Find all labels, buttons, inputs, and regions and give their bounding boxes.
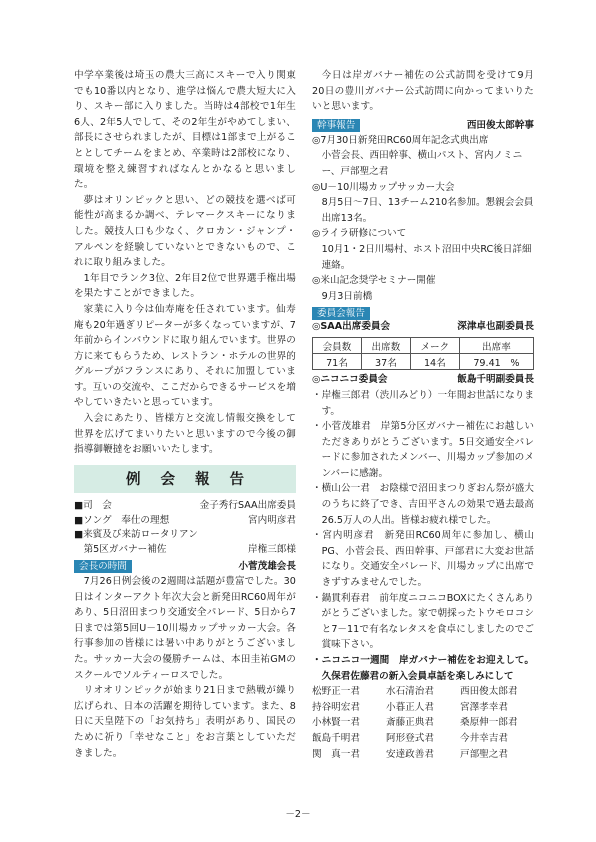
intro-paragraph-4: 家業に入り今は仙寿庵を任されています。仙寿庵も20年過ぎリピーターが多くなっていますが、7年前からインバウンドに取り組んでいます。世界の方に来てもらうため、レストラン・ホテルの世界的グループがフランスにあり、それに加盟しています。互いの交流や、ここだからできるサービスを増やしていきたいと思っています。	[74, 303, 296, 409]
member-name: 安達政善君	[386, 748, 434, 760]
nikoniko-item: ・宮内明彦君 新発田RC60周年に参加し、横山PG、小菅会長、西田幹事、戸部君に大変お世話になり。交通安全パレード、川場カップに出席できずすみませんでした。	[312, 530, 534, 589]
attendance-header-cell: 出席率	[459, 338, 533, 354]
secretary-item-detail: 10月1・2日川場村、ホスト沼田中央RC後日詳細連絡。	[321, 243, 532, 271]
committee-report-tag: 委員会報告	[312, 307, 370, 320]
attendance-value-cell: 14名	[410, 354, 459, 370]
report-label: ■司 会	[74, 499, 112, 511]
nikoniko-item: ・鍋貫利春君 前年度ニコニコBOXにたくさんありがとうございました。家で朝採ったトウモロコシと7－11で有名なレタスを食卓にしましたのでご賞味下さい。	[312, 592, 534, 651]
attendance-header-cell: 出席数	[361, 338, 410, 354]
report-value: 金子秀行SAA出席委員	[199, 499, 296, 511]
attendance-header-cell: 会員数	[313, 338, 362, 354]
right-column	[312, 68, 534, 762]
intro-paragraph-1: 中学卒業後は埼玉の農大三高にスキーで入り関東でも10番以内となり、進学は悩んで農大短大に入り、スキー部に入りました。当時は4部校で1年生6人、2年5人でして、その2年生がやめてしまい、部長にさせられましたが、目標は1部まで上がることとしてチームをまとめ、卒業時は2部校になり、環境を整え練習すればなんとかなると思いました。	[74, 70, 296, 191]
member-names-grid	[312, 684, 534, 762]
member-name: 戸部聖之君	[460, 748, 508, 760]
nikoniko-weekly-item: ・ニコニコ一週間 岸ガバナー補佐をお迎えして。久保君佐藤君の新入会員卓話を楽しみにして	[312, 655, 534, 682]
report-row	[74, 499, 296, 514]
member-name: 桑原伸一郎君	[460, 717, 518, 729]
meeting-report-banner	[74, 465, 296, 493]
report-label: 第5区ガバナー補佐	[74, 544, 167, 556]
secretary-report-tag: 幹事報告	[312, 119, 360, 132]
saa-committee-title: ◎SAA出席委員会	[312, 321, 391, 333]
nikoniko-committee-name: 飯島千明副委員長	[457, 374, 534, 386]
secretary-item-detail: 小菅会長、西田幹事、横山パスト、宮内ノミニー、戸部聖之君	[321, 150, 523, 177]
report-row	[74, 514, 296, 529]
intro-paragraph-3: 1年目でランク3位、2年目2位で世界選手権出場を果たすことができました。	[74, 272, 296, 300]
member-name: 持谷明宏君	[312, 701, 360, 713]
secretary-item-detail: 9月3日前橋	[321, 290, 373, 302]
member-name: 阿形登式君	[386, 732, 434, 744]
nikoniko-item: ・横山公一君 お陰様で沼田まつりぎおん祭が盛大のうちに終了でき、吉田平さんの効果で過去最高26.5万人の人出。皆様お疲れ様でした。	[312, 483, 534, 526]
attendance-value-cell: 79.41 %	[459, 354, 533, 370]
member-name: 飯島千明君	[312, 732, 360, 744]
report-row	[74, 543, 296, 558]
saa-committee-header	[312, 320, 534, 335]
nikoniko-committee-header	[312, 373, 534, 388]
member-name: 小林賢一君	[312, 717, 360, 729]
attendance-table	[312, 337, 534, 370]
attendance-value-cell: 37名	[361, 354, 410, 370]
attendance-header-cell: メーク	[410, 338, 459, 354]
member-name: 斎藤正典君	[386, 717, 434, 729]
president-time-tag: 会長の時間	[74, 560, 132, 573]
president-time-header	[74, 559, 296, 574]
left-column	[74, 68, 296, 761]
member-name: 西田俊太郎君	[460, 686, 518, 698]
member-name: 松野正一君	[312, 686, 360, 698]
committee-report-header	[312, 307, 534, 320]
secretary-item: ◎7月30日新発田RC60周年記念式典出席	[312, 134, 489, 146]
nikoniko-committee-title: ◎ニコニコ委員会	[312, 374, 388, 386]
report-label: ■来賓及び来訪ロータリアン	[74, 529, 198, 541]
secretary-item: ◎米山記念奨学セミナー開催	[312, 275, 436, 287]
attendance-value-row	[313, 354, 534, 370]
attendance-value-cell: 71名	[313, 354, 362, 370]
saa-committee-name: 深津卓也副委員長	[457, 321, 534, 333]
president-paragraph-3: 今日は岸ガバナー補佐の公式訪問を受けて9月20日の豊川ガバナー公式訪問に向かってまいりたいと思います。	[312, 70, 534, 113]
page-number: －2－	[285, 809, 311, 820]
president-name: 小菅茂雄会長	[238, 561, 296, 573]
report-value: 岸権三郎様	[248, 544, 296, 556]
member-name: 水石清治君	[386, 686, 434, 698]
secretary-name: 西田俊太郎幹事	[466, 119, 534, 131]
president-paragraph-2: リオオリンピックが始まり21日まで熱戦が繰り広げられ、日本の活躍を期待しています。また、8日に天皇陛下の「お気持ち」表明があり、国民のために祈り「幸せなこと」をお言葉としていただきました。	[74, 685, 296, 759]
intro-paragraph-5: 入会にあたり、皆様方と交流し情報交換をして世界を広げてまいりたいと思いますので今後の御指導御鞭撻をお願いいたします。	[74, 413, 296, 456]
secretary-item-detail: 8月5日～7日、13チーム210名参加。懇親会会員出席13名。	[321, 197, 534, 224]
meeting-report-heading: 例会報告	[126, 472, 264, 489]
secretary-report-header	[312, 118, 534, 133]
intro-paragraph-2: 夢はオリンピックと思い、どの競技を選べば可能性が高まるか調べ、テレマークスキーになりました。競技人口も少なく、クロカン・ジャンプ・アルペンを経験していないとできないもので、これに取り組みました。	[74, 194, 296, 269]
report-label: ■ソング 奉仕の理想	[74, 514, 170, 526]
report-value: 宮内明彦君	[248, 514, 296, 526]
secretary-item: ◎U－10川場カップサッカー大会	[312, 181, 455, 193]
member-name: 関 真一君	[312, 748, 360, 760]
nikoniko-item: ・岸権三郎君（渋川みどり）一年間お世話になります。	[312, 389, 534, 417]
secretary-item: ◎ライラ研修について	[312, 228, 407, 240]
member-name: 小暮正人君	[386, 701, 434, 713]
president-paragraph-1: 7月26日例会後の2週間は話題が豊富でした。30日はインターアクト年次大会と新発田RC60周年があり、5日沼田まつり交通安全パレード、5日から7日までは第5回U－10川場カップサッカー大会。各行事参加の皆様には暑い中ありがとうございました。サッカー大会の優勝チームは、本田圭祐GMのスクールでソルティーロスでした。	[74, 576, 296, 681]
attendance-header-row	[313, 338, 534, 354]
member-name: 宮澤孝幸君	[460, 701, 508, 713]
report-row	[74, 528, 296, 543]
member-name: 今井幸吉君	[460, 732, 508, 744]
nikoniko-item: ・小菅茂雄君 岸第5分区ガバナー補佐にお越しいただきありがとうございます。5日交通安全パレードに参加されたメンバー、川場カップ参加のメンバーに感謝。	[312, 421, 534, 479]
